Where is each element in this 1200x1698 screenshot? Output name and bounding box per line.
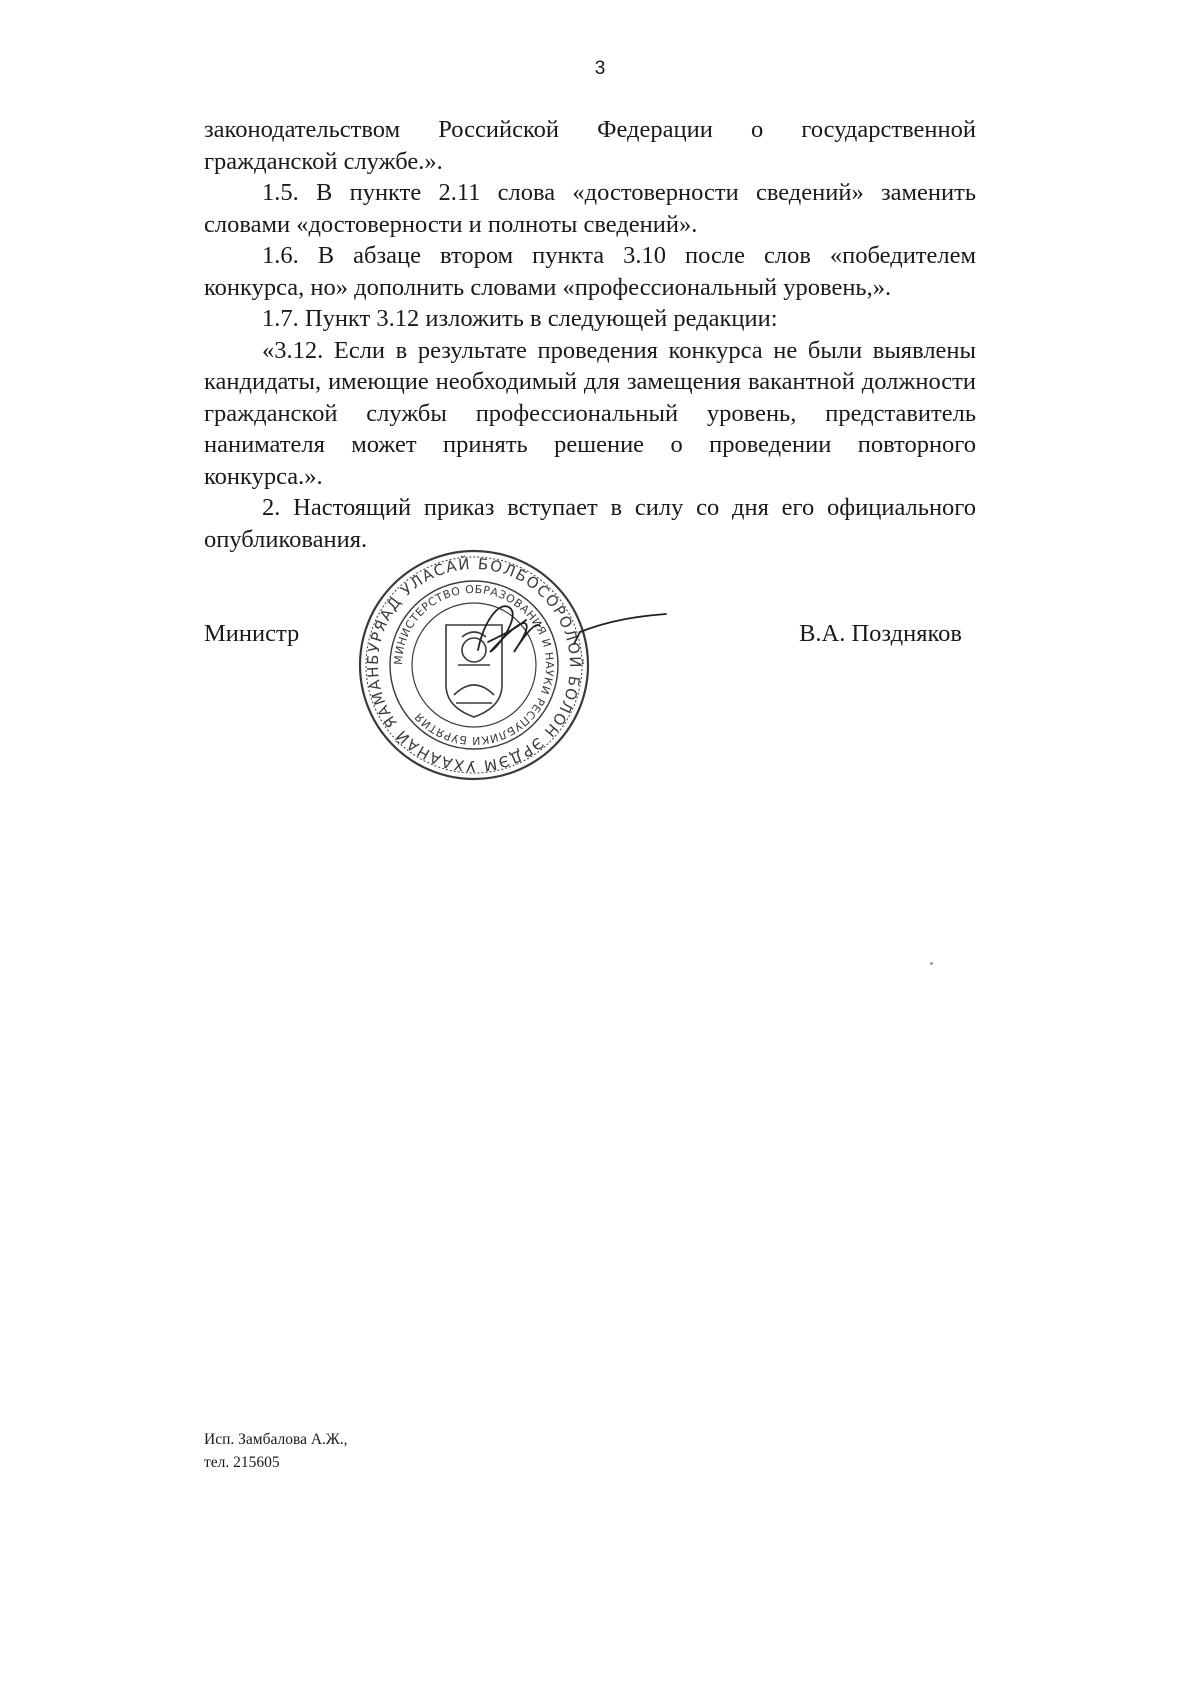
signatory-title: Министр: [204, 620, 300, 647]
scan-speck: [930, 962, 933, 965]
paragraph-continuation: законодательством Российской Федерации о государственной гражданской службе.».: [204, 116, 976, 175]
paragraph-item-1-7: 1.7. Пункт 3.12 изложить в следующей редакции:: [262, 305, 778, 332]
paragraph-item-1-6: 1.6. В абзаце втором пункта 3.10 после слов «победителем конкурса, но» дополнить словами «профессиональный уровень,».: [204, 242, 976, 301]
paragraph-item-2: 2. Настоящий приказ вступает в силу со дня его официального опубликования.: [204, 494, 976, 553]
paragraph-quoted-3-12: «3.12. Если в результате проведения конкурса не были выявлены кандидаты, имеющие необходимый для замещения вакантной должности гражданской службы профессиональный уровень, представитель нанимателя может принять решение о проведении повторного конкурса.».: [204, 336, 976, 490]
signatory-name: В.А. Поздняков: [799, 620, 962, 647]
seal-outer-text: БУРЯАД УЛАСАЙ БОЛБОСОРОЛОЙ БОЛОН ЭРДЭМ УХААНАЙ ЯАМАН: [363, 554, 585, 776]
paragraph-item-1-5: 1.5. В пункте 2.11 слова «достоверности сведений» заменить словами «достоверности и полноты сведений».: [204, 179, 976, 238]
executor-name: Исп. Замбалова А.Ж.,: [204, 1431, 348, 1448]
executor-note: [204, 1428, 348, 1474]
seal-inner-text: МИНИСТЕРСТВО ОБРАЗОВАНИЯ И НАУКИ РЕСПУБЛИКИ БУРЯТИЯ: [391, 582, 557, 748]
handwritten-signature-icon: [470, 590, 670, 670]
executor-phone: тел. 215605: [204, 1454, 280, 1471]
page-number: 3: [594, 58, 606, 79]
document-body: [204, 114, 976, 555]
